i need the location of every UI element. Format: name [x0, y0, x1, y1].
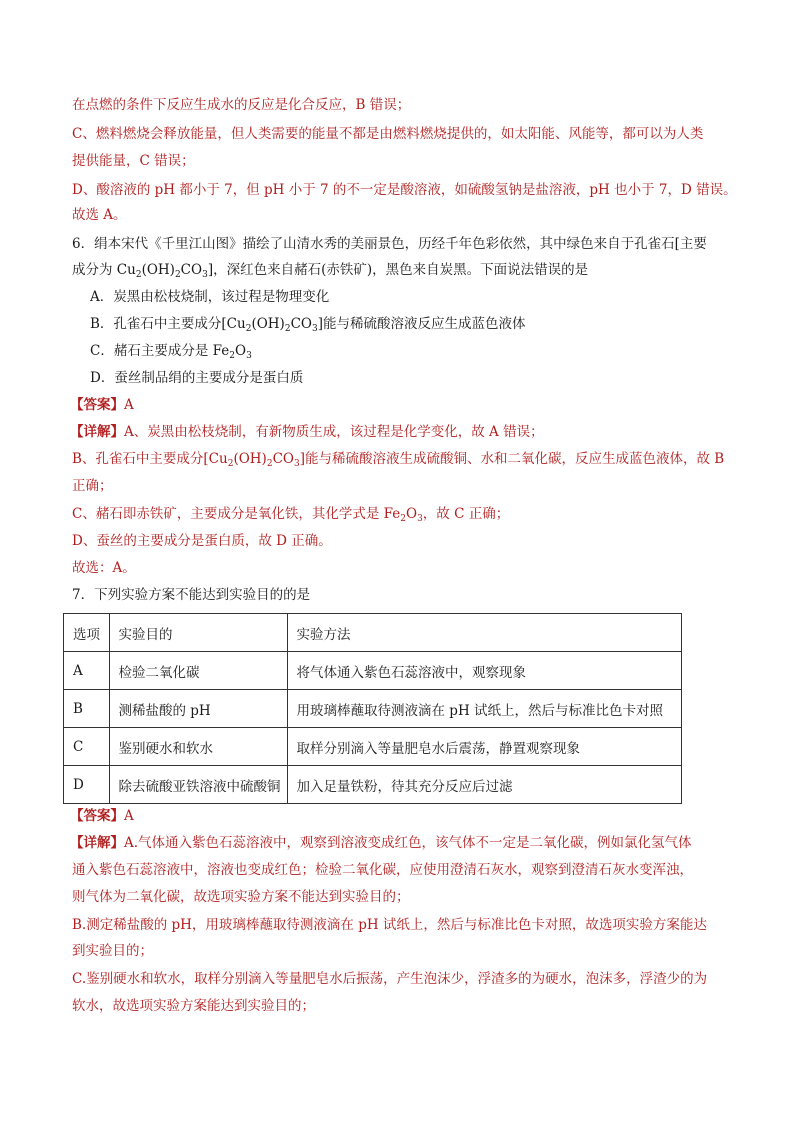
- prev-explanation-line-2: C、燃料燃烧会释放能量，但人类需要的能量不都是由燃料燃烧提供的，如太阳能、风能等，都可以为人类: [72, 126, 704, 142]
- q7-stem: 7．下列实验方案不能达到实验目的的是: [72, 587, 311, 603]
- table-cell: 测稀盐酸的 pH: [109, 690, 287, 728]
- q6-option-c: C．赭石主要成分是 $Fe_2O_3$: [90, 343, 252, 361]
- q7-detail-line-6: C.鉴别硬水和软水，取样分别滴入等量肥皂水后振荡，产生泡沫少，浮渣多的为硬水，泡沫多，浮渣少的为: [72, 971, 708, 987]
- q6-conclusion: 故选：A。: [72, 560, 136, 576]
- q6-answer: 【答案】A: [70, 397, 134, 413]
- q6-option-a: A．炭黑由松枝烧制，该过程是物理变化: [90, 289, 330, 305]
- table-cell: A: [64, 652, 110, 690]
- prev-explanation-line-3: 提供能量，C 错误；: [72, 153, 195, 169]
- table-header-cell: 实验目的: [109, 614, 287, 652]
- q7-answer: 【答案】A: [70, 808, 134, 824]
- table-cell: B: [64, 690, 110, 728]
- prev-conclusion: 故选 A。: [72, 207, 127, 223]
- q6-option-b: B．孔雀石中主要成分$[Cu_2(OH)_2CO_3]$能与稀硫酸溶液反应生成蓝色液体: [90, 316, 526, 334]
- table-row: [64, 728, 682, 766]
- q7-detail-line-1: 【详解】A.气体通入紫色石蕊溶液中，观察到溶液变成红色，该气体不一定是二氧化碳，例如氯化氢气体: [70, 835, 692, 851]
- table-cell: 鉴别硬水和软水: [109, 728, 287, 766]
- table-cell: C: [64, 728, 110, 766]
- q7-detail-line-2: 通入紫色石蕊溶液中，溶液也变成红色；检验二氧化碳，应使用澄清石灰水，观察到澄清石灰水变浑浊，: [72, 862, 693, 878]
- q6-stem-line-1: 6．绢本宋代《千里江山图》描绘了山清水秀的美丽景色，历经千年色彩依然，其中绿色来自于孔雀石[主要: [72, 236, 707, 252]
- q7-detail-line-5: 到实验目的；: [72, 943, 153, 959]
- q6-stem-line-2: 成分为 $Cu_2(OH)_2CO_3$]，深红色来自赭石(赤铁矿)，黑色来自炭黑。下面说法错误的是: [72, 262, 589, 280]
- prev-explanation-line-1: 在点燃的条件下反应生成水的反应是化合反应，B 错误；: [72, 97, 411, 113]
- table-header-row: [64, 614, 682, 652]
- prev-explanation-line-4: D、酸溶液的 pH 都小于 7，但 pH 小于 7 的不一定是酸溶液，如硫酸氢钠是盐溶液，pH 也小于 7，D 错误。: [72, 182, 737, 198]
- table-cell: 加入足量铁粉，待其充分反应后过滤: [287, 766, 681, 804]
- q6-detail-line-5: D、蚕丝的主要成分是蛋白质，故 D 正确。: [72, 533, 332, 549]
- q6-detail-line-4: C、赭石即赤铁矿，主要成分是氧化铁，其化学式是 $Fe_2O_3$，故 C 正确；: [72, 506, 510, 524]
- table-header-cell: 选项: [64, 614, 110, 652]
- q7-detail-line-4: B.测定稀盐酸的 pH，用玻璃棒蘸取待测液滴在 pH 试纸上，然后与标准比色卡对照，故选项实验方案能达: [72, 917, 707, 933]
- q7-detail-line-7: 软水，故选项实验方案能达到实验目的；: [72, 998, 315, 1014]
- q7-detail-line-3: 则气体为二氧化碳，故选项实验方案不能达到实验目的；: [72, 889, 410, 905]
- q6-option-d: D．蚕丝制品绢的主要成分是蛋白质: [90, 370, 304, 386]
- table-cell: 检验二氧化碳: [109, 652, 287, 690]
- table-cell: 除去硫酸亚铁溶液中硫酸铜: [109, 766, 287, 804]
- table-row: [64, 766, 682, 804]
- table-row: [64, 690, 682, 728]
- table-cell: 用玻璃棒蘸取待测液滴在 pH 试纸上，然后与标准比色卡对照: [287, 690, 681, 728]
- table-row: [64, 652, 682, 690]
- table-cell: D: [64, 766, 110, 804]
- q7-experiment-table: [63, 613, 682, 804]
- q6-detail-line-3: 正确；: [72, 478, 113, 494]
- table-cell: 取样分别滴入等量肥皂水后震荡，静置观察现象: [287, 728, 681, 766]
- q6-detail-line-1: 【详解】A、炭黑由松枝烧制，有新物质生成，该过程是化学变化，故 A 错误；: [70, 424, 544, 440]
- q6-detail-line-2: B、孔雀石中主要成分$[Cu_2(OH)_2CO_3]$能与稀硫酸溶液生成硫酸铜、水和二氧化碳，反应生成蓝色液体，故 B: [72, 451, 725, 469]
- table-cell: 将气体通入紫色石蕊溶液中，观察现象: [287, 652, 681, 690]
- table-header-cell: 实验方法: [287, 614, 681, 652]
